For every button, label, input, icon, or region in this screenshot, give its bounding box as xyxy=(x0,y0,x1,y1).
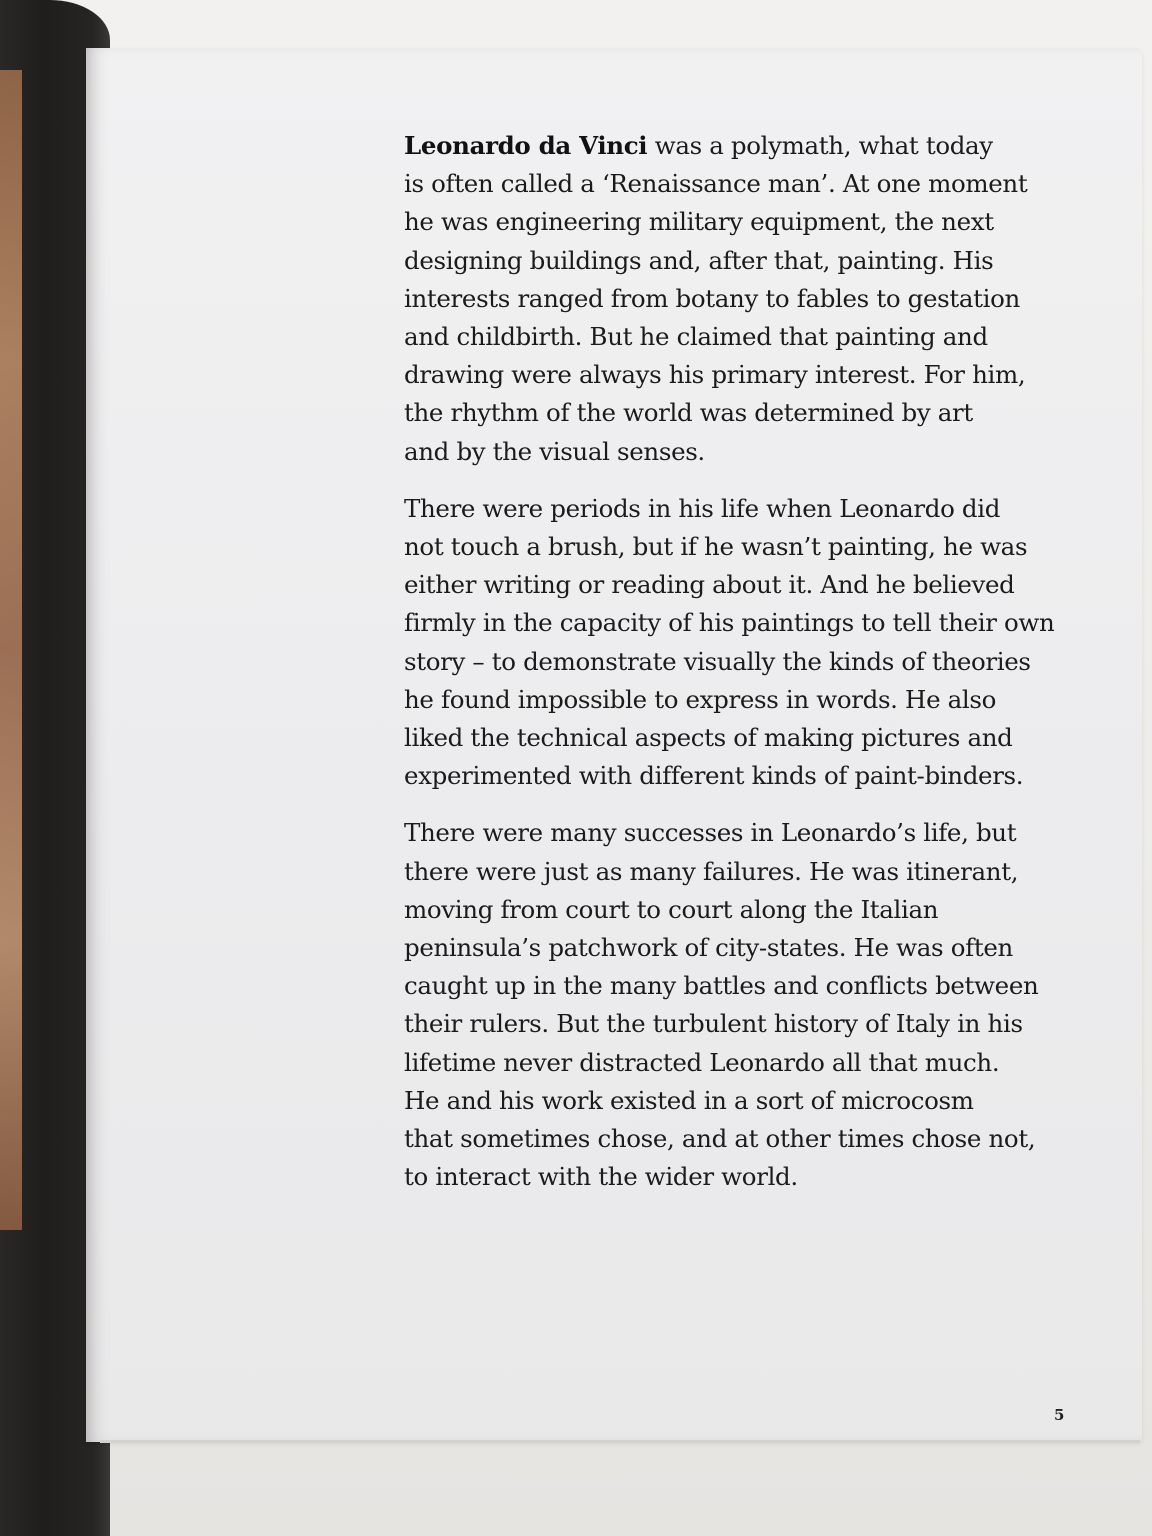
text-line: moving from court to court along the Italian xyxy=(404,894,939,924)
text-line: peninsula’s patchwork of city-states. He was often xyxy=(404,933,1013,963)
text-line: either writing or reading about it. And he believed xyxy=(404,570,1015,600)
text-line: there were just as many failures. He was itinerant, xyxy=(404,856,1019,886)
text-line: liked the technical aspects of making pictures and xyxy=(404,723,1013,753)
text-line: There were many successes in Leonardo’s life, but xyxy=(404,818,1017,848)
lead-name: Leonardo da Vinci xyxy=(404,131,648,160)
page-edge xyxy=(100,1440,1140,1443)
text-line: He and his work existed in a sort of microcosm xyxy=(404,1085,974,1115)
text-line: he found impossible to express in words. He also xyxy=(404,684,997,714)
paragraph-1 xyxy=(404,127,1084,471)
text-line: to interact with the wider world. xyxy=(404,1162,798,1192)
text-line: There were periods in his life when Leonardo did xyxy=(404,493,1001,523)
text-line: lifetime never distracted Leonardo all that much. xyxy=(404,1047,1000,1077)
page-number: 5 xyxy=(1054,1406,1065,1424)
text-line: experimented with different kinds of paint-binders. xyxy=(404,761,1024,791)
text-line: he was engineering military equipment, the next xyxy=(404,207,994,237)
text-line: story – to demonstrate visually the kinds of theories xyxy=(404,646,1031,676)
text-line: designing buildings and, after that, painting. His xyxy=(404,245,994,275)
text-line: and by the visual senses. xyxy=(404,436,705,466)
text-line: firmly in the capacity of his paintings to tell their own xyxy=(404,608,1055,638)
body-text xyxy=(404,127,1084,1215)
text-line: drawing were always his primary interest. For him, xyxy=(404,360,1026,390)
text-line: and childbirth. But he claimed that painting and xyxy=(404,322,988,352)
text-line: is often called a ‘Renaissance man’. At one moment xyxy=(404,169,1028,199)
text-line: not touch a brush, but if he wasn’t painting, he was xyxy=(404,532,1028,562)
text-line: the rhythm of the world was determined by art xyxy=(404,398,973,428)
text-line: interests ranged from botany to fables to gestation xyxy=(404,283,1020,313)
text-line: that sometimes chose, and at other times chose not, xyxy=(404,1124,1036,1154)
paragraph-3 xyxy=(404,814,1084,1196)
text-line: caught up in the many battles and conflicts between xyxy=(404,971,1039,1001)
text-line: their rulers. But the turbulent history of Italy in his xyxy=(404,1009,1023,1039)
paragraph-2 xyxy=(404,490,1084,796)
cover-artwork-edge xyxy=(0,70,22,1230)
text-line xyxy=(404,127,1084,165)
line-text: was a polymath, what today xyxy=(647,131,993,160)
